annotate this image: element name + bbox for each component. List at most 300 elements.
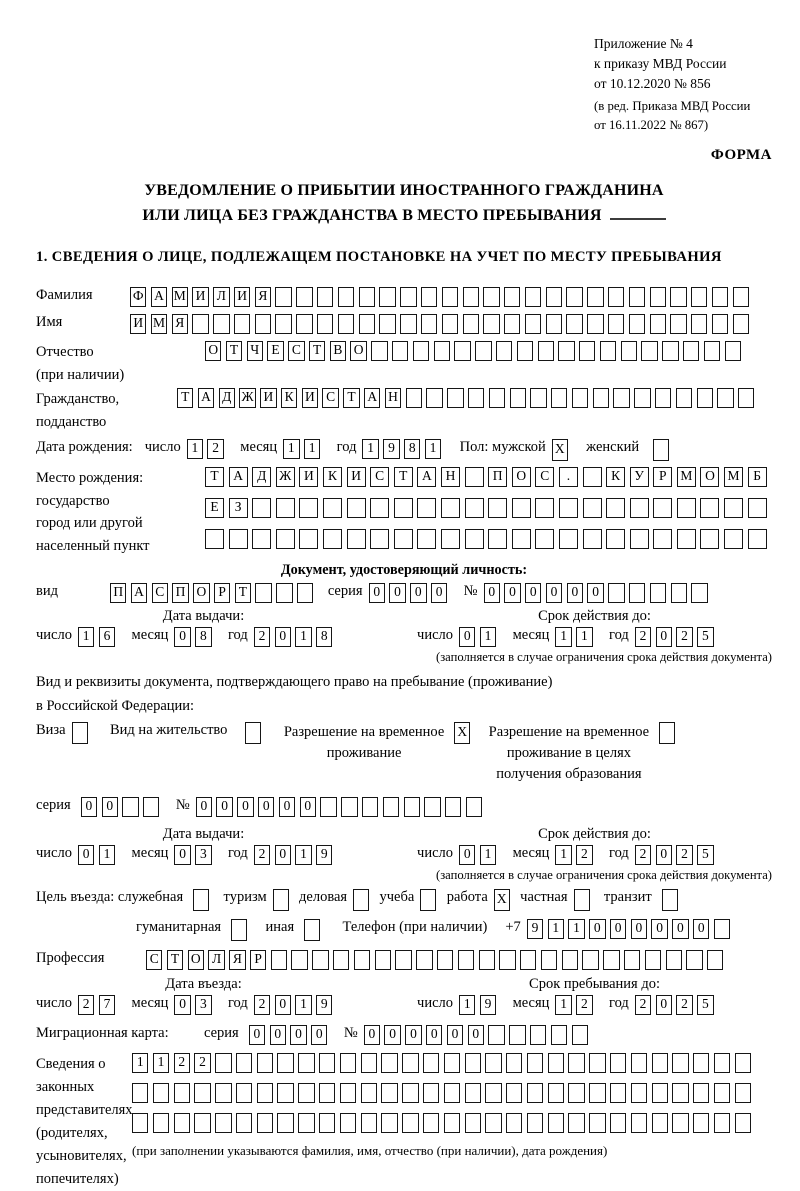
char-cell[interactable]: [506, 1053, 522, 1073]
char-cell[interactable]: [400, 314, 416, 334]
char-cell[interactable]: [525, 287, 541, 307]
char-cell[interactable]: [406, 388, 422, 408]
char-cell[interactable]: [424, 797, 440, 817]
char-cell[interactable]: [359, 314, 375, 334]
char-cell[interactable]: [312, 950, 328, 970]
char-cell[interactable]: [296, 287, 312, 307]
char-cell[interactable]: [714, 1053, 730, 1073]
char-cell[interactable]: М: [724, 467, 743, 487]
char-cell[interactable]: [255, 314, 271, 334]
char-cell[interactable]: [394, 529, 413, 549]
char-cell[interactable]: [583, 498, 602, 518]
char-cell[interactable]: [277, 1053, 293, 1073]
char-cell[interactable]: [298, 1113, 314, 1133]
char-cell[interactable]: [541, 950, 557, 970]
char-cell[interactable]: 0: [275, 627, 291, 647]
char-cell[interactable]: [359, 287, 375, 307]
char-cell[interactable]: [725, 341, 741, 361]
char-cell[interactable]: [341, 797, 357, 817]
char-cell[interactable]: [530, 388, 546, 408]
char-cell[interactable]: [485, 1053, 501, 1073]
char-cell[interactable]: 0: [290, 1025, 306, 1045]
char-cell[interactable]: [194, 1113, 210, 1133]
char-cell[interactable]: [333, 950, 349, 970]
char-cell[interactable]: И: [302, 388, 318, 408]
char-cell[interactable]: 0: [631, 919, 647, 939]
char-cell[interactable]: [383, 797, 399, 817]
char-cell[interactable]: 1: [555, 845, 571, 865]
char-cell[interactable]: [631, 1083, 647, 1103]
rvp-expiry-day-cells[interactable]: [459, 845, 501, 865]
char-cell[interactable]: [546, 287, 562, 307]
char-cell[interactable]: 1: [153, 1053, 169, 1073]
char-cell[interactable]: [670, 314, 686, 334]
char-cell[interactable]: [707, 950, 723, 970]
char-cell[interactable]: 0: [369, 583, 385, 603]
char-cell[interactable]: [593, 388, 609, 408]
char-cell[interactable]: [583, 467, 602, 487]
char-cell[interactable]: [496, 341, 512, 361]
char-cell[interactable]: 0: [447, 1025, 463, 1045]
char-cell[interactable]: [733, 287, 749, 307]
char-cell[interactable]: И: [299, 467, 318, 487]
char-cell[interactable]: 0: [656, 845, 672, 865]
char-cell[interactable]: [712, 287, 728, 307]
char-cell[interactable]: Т: [177, 388, 193, 408]
rvp-number-cells[interactable]: [196, 797, 487, 817]
surname-cells[interactable]: [130, 287, 753, 307]
char-cell[interactable]: [465, 1113, 481, 1133]
char-cell[interactable]: Т: [343, 388, 359, 408]
char-cell[interactable]: [714, 919, 730, 939]
char-cell[interactable]: [488, 529, 507, 549]
char-cell[interactable]: [700, 498, 719, 518]
char-cell[interactable]: [630, 498, 649, 518]
char-cell[interactable]: [404, 797, 420, 817]
char-cell[interactable]: [572, 388, 588, 408]
char-cell[interactable]: К: [281, 388, 297, 408]
char-cell[interactable]: [362, 797, 378, 817]
char-cell[interactable]: [672, 1053, 688, 1073]
citizenship-cells[interactable]: [177, 388, 759, 408]
char-cell[interactable]: [485, 1083, 501, 1103]
char-cell[interactable]: [653, 529, 672, 549]
char-cell[interactable]: А: [364, 388, 380, 408]
char-cell[interactable]: [236, 1053, 252, 1073]
char-cell[interactable]: 2: [254, 627, 270, 647]
char-cell[interactable]: [298, 1053, 314, 1073]
char-cell[interactable]: [512, 529, 531, 549]
char-cell[interactable]: 0: [459, 845, 475, 865]
char-cell[interactable]: 1: [576, 627, 592, 647]
char-cell[interactable]: [517, 341, 533, 361]
char-cell[interactable]: 5: [697, 995, 713, 1015]
expiry-month-cells[interactable]: [555, 627, 597, 647]
char-cell[interactable]: [693, 1053, 709, 1073]
char-cell[interactable]: [608, 583, 624, 603]
char-cell[interactable]: [506, 1113, 522, 1133]
char-cell[interactable]: 1: [295, 627, 311, 647]
char-cell[interactable]: Ж: [276, 467, 295, 487]
char-cell[interactable]: [255, 583, 271, 603]
char-cell[interactable]: [252, 498, 271, 518]
char-cell[interactable]: 0: [405, 1025, 421, 1045]
char-cell[interactable]: 0: [693, 919, 709, 939]
char-cell[interactable]: [442, 287, 458, 307]
char-cell[interactable]: [381, 1113, 397, 1133]
char-cell[interactable]: [650, 287, 666, 307]
char-cell[interactable]: [371, 341, 387, 361]
char-cell[interactable]: [276, 529, 295, 549]
char-cell[interactable]: [697, 388, 713, 408]
char-cell[interactable]: [434, 341, 450, 361]
char-cell[interactable]: 7: [99, 995, 115, 1015]
char-cell[interactable]: [748, 498, 767, 518]
char-cell[interactable]: 0: [216, 797, 232, 817]
char-cell[interactable]: [381, 1053, 397, 1073]
char-cell[interactable]: [299, 498, 318, 518]
char-cell[interactable]: 0: [567, 583, 583, 603]
char-cell[interactable]: 0: [431, 583, 447, 603]
char-cell[interactable]: [691, 314, 707, 334]
char-cell[interactable]: Р: [250, 950, 266, 970]
representatives-row3[interactable]: [132, 1113, 755, 1133]
char-cell[interactable]: 0: [364, 1025, 380, 1045]
sex-male-checkbox[interactable]: [552, 439, 572, 461]
char-cell[interactable]: [629, 314, 645, 334]
rvp-expiry-month-cells[interactable]: [555, 845, 597, 865]
char-cell[interactable]: [735, 1083, 751, 1103]
rvp-expiry-year-cells[interactable]: [635, 845, 718, 865]
char-cell[interactable]: [370, 498, 389, 518]
char-cell[interactable]: [652, 1053, 668, 1073]
char-cell[interactable]: [608, 314, 624, 334]
char-cell[interactable]: [738, 388, 754, 408]
char-cell[interactable]: [420, 889, 436, 911]
char-cell[interactable]: [416, 950, 432, 970]
char-cell[interactable]: [551, 1025, 567, 1045]
title-blank-line[interactable]: [610, 205, 666, 220]
char-cell[interactable]: Т: [309, 341, 325, 361]
char-cell[interactable]: [583, 529, 602, 549]
char-cell[interactable]: 0: [656, 627, 672, 647]
char-cell[interactable]: [122, 797, 138, 817]
char-cell[interactable]: [153, 1113, 169, 1133]
char-cell[interactable]: [634, 388, 650, 408]
char-cell[interactable]: 1: [555, 995, 571, 1015]
char-cell[interactable]: [353, 889, 369, 911]
char-cell[interactable]: [319, 1113, 335, 1133]
char-cell[interactable]: [485, 1113, 501, 1133]
char-cell[interactable]: [686, 950, 702, 970]
char-cell[interactable]: [568, 1083, 584, 1103]
char-cell[interactable]: Я: [255, 287, 271, 307]
char-cell[interactable]: [236, 1113, 252, 1133]
char-cell[interactable]: [229, 529, 248, 549]
char-cell[interactable]: [559, 529, 578, 549]
char-cell[interactable]: [340, 1113, 356, 1133]
stay-day-cells[interactable]: [459, 995, 501, 1015]
char-cell[interactable]: 9: [480, 995, 496, 1015]
char-cell[interactable]: 0: [270, 1025, 286, 1045]
char-cell[interactable]: [587, 314, 603, 334]
given-name-cells[interactable]: [130, 314, 753, 334]
char-cell[interactable]: 1: [480, 845, 496, 865]
char-cell[interactable]: [271, 950, 287, 970]
sex-female-checkbox[interactable]: [653, 439, 673, 461]
char-cell[interactable]: Н: [441, 467, 460, 487]
char-cell[interactable]: 0: [410, 583, 426, 603]
char-cell[interactable]: [724, 498, 743, 518]
char-cell[interactable]: [717, 388, 733, 408]
char-cell[interactable]: [338, 287, 354, 307]
birth-place-row2[interactable]: [205, 498, 771, 518]
char-cell[interactable]: 2: [676, 627, 692, 647]
char-cell[interactable]: 9: [316, 995, 332, 1015]
char-cell[interactable]: [174, 1113, 190, 1133]
char-cell[interactable]: П: [488, 467, 507, 487]
char-cell[interactable]: [215, 1113, 231, 1133]
char-cell[interactable]: 3: [195, 845, 211, 865]
char-cell[interactable]: [499, 950, 515, 970]
char-cell[interactable]: [650, 583, 666, 603]
char-cell[interactable]: [394, 498, 413, 518]
char-cell[interactable]: Ч: [247, 341, 263, 361]
char-cell[interactable]: Р: [653, 467, 672, 487]
char-cell[interactable]: [562, 950, 578, 970]
char-cell[interactable]: [275, 287, 291, 307]
char-cell[interactable]: [454, 341, 470, 361]
char-cell[interactable]: [572, 1025, 588, 1045]
char-cell[interactable]: [558, 341, 574, 361]
char-cell[interactable]: [735, 1113, 751, 1133]
migration-series-cells[interactable]: [249, 1025, 332, 1045]
char-cell[interactable]: [610, 1113, 626, 1133]
issue-year-cells[interactable]: [254, 627, 337, 647]
char-cell[interactable]: О: [512, 467, 531, 487]
char-cell[interactable]: Т: [226, 341, 242, 361]
char-cell[interactable]: С: [152, 583, 168, 603]
char-cell[interactable]: [361, 1113, 377, 1133]
char-cell[interactable]: Я: [229, 950, 245, 970]
char-cell[interactable]: [143, 797, 159, 817]
char-cell[interactable]: [402, 1083, 418, 1103]
char-cell[interactable]: [465, 529, 484, 549]
char-cell[interactable]: О: [350, 341, 366, 361]
char-cell[interactable]: [509, 1025, 525, 1045]
birth-place-row3[interactable]: [205, 529, 771, 549]
char-cell[interactable]: [582, 950, 598, 970]
char-cell[interactable]: 2: [174, 1053, 190, 1073]
rvp-issue-month-cells[interactable]: [174, 845, 216, 865]
birth-month-cells[interactable]: [283, 439, 325, 459]
char-cell[interactable]: [489, 388, 505, 408]
char-cell[interactable]: [277, 1083, 293, 1103]
char-cell[interactable]: [245, 722, 261, 744]
char-cell[interactable]: [527, 1053, 543, 1073]
char-cell[interactable]: Т: [167, 950, 183, 970]
char-cell[interactable]: [298, 1083, 314, 1103]
char-cell[interactable]: 2: [254, 995, 270, 1015]
char-cell[interactable]: [483, 287, 499, 307]
char-cell[interactable]: А: [198, 388, 214, 408]
char-cell[interactable]: Т: [235, 583, 251, 603]
char-cell[interactable]: [421, 314, 437, 334]
char-cell[interactable]: С: [288, 341, 304, 361]
char-cell[interactable]: [603, 950, 619, 970]
char-cell[interactable]: [72, 722, 88, 744]
char-cell[interactable]: 2: [254, 845, 270, 865]
char-cell[interactable]: 1: [99, 845, 115, 865]
char-cell[interactable]: 6: [99, 627, 115, 647]
purpose-study-checkbox[interactable]: [420, 889, 440, 911]
char-cell[interactable]: 2: [635, 845, 651, 865]
char-cell[interactable]: [465, 467, 484, 487]
char-cell[interactable]: [506, 1083, 522, 1103]
char-cell[interactable]: 0: [311, 1025, 327, 1045]
char-cell[interactable]: [574, 889, 590, 911]
char-cell[interactable]: 2: [576, 845, 592, 865]
rvp-issue-year-cells[interactable]: [254, 845, 337, 865]
char-cell[interactable]: [600, 341, 616, 361]
char-cell[interactable]: [712, 314, 728, 334]
char-cell[interactable]: [691, 583, 707, 603]
char-cell[interactable]: [445, 797, 461, 817]
char-cell[interactable]: [437, 950, 453, 970]
char-cell[interactable]: 9: [383, 439, 399, 459]
char-cell[interactable]: А: [151, 287, 167, 307]
char-cell[interactable]: [631, 1113, 647, 1133]
char-cell[interactable]: З: [229, 498, 248, 518]
char-cell[interactable]: 9: [527, 919, 543, 939]
char-cell[interactable]: [662, 341, 678, 361]
char-cell[interactable]: [194, 1083, 210, 1103]
char-cell[interactable]: 1: [425, 439, 441, 459]
char-cell[interactable]: [205, 529, 224, 549]
char-cell[interactable]: [231, 919, 247, 941]
char-cell[interactable]: Е: [267, 341, 283, 361]
char-cell[interactable]: 1: [459, 995, 475, 1015]
char-cell[interactable]: [606, 498, 625, 518]
char-cell[interactable]: X: [494, 889, 510, 911]
visa-checkbox[interactable]: [72, 722, 92, 744]
char-cell[interactable]: [672, 1083, 688, 1103]
char-cell[interactable]: [504, 287, 520, 307]
char-cell[interactable]: [535, 498, 554, 518]
char-cell[interactable]: 8: [316, 627, 332, 647]
char-cell[interactable]: 5: [697, 627, 713, 647]
char-cell[interactable]: [317, 314, 333, 334]
char-cell[interactable]: 1: [295, 995, 311, 1015]
char-cell[interactable]: [683, 341, 699, 361]
purpose-official-checkbox[interactable]: [193, 889, 213, 911]
char-cell[interactable]: [645, 950, 661, 970]
issue-day-cells[interactable]: [78, 627, 120, 647]
char-cell[interactable]: [488, 1025, 504, 1045]
char-cell[interactable]: Т: [394, 467, 413, 487]
purpose-humanitarian-checkbox[interactable]: [231, 919, 251, 941]
char-cell[interactable]: И: [192, 287, 208, 307]
char-cell[interactable]: [535, 529, 554, 549]
char-cell[interactable]: [273, 889, 289, 911]
char-cell[interactable]: 2: [635, 627, 651, 647]
char-cell[interactable]: [354, 950, 370, 970]
char-cell[interactable]: 0: [174, 627, 190, 647]
char-cell[interactable]: [417, 529, 436, 549]
char-cell[interactable]: [297, 583, 313, 603]
char-cell[interactable]: [510, 388, 526, 408]
char-cell[interactable]: [277, 1113, 293, 1133]
char-cell[interactable]: 1: [548, 919, 564, 939]
char-cell[interactable]: 0: [546, 583, 562, 603]
char-cell[interactable]: 0: [275, 995, 291, 1015]
char-cell[interactable]: [666, 950, 682, 970]
char-cell[interactable]: 2: [576, 995, 592, 1015]
char-cell[interactable]: О: [188, 950, 204, 970]
char-cell[interactable]: В: [330, 341, 346, 361]
doc-series-cells[interactable]: [369, 583, 452, 603]
entry-month-cells[interactable]: [174, 995, 216, 1015]
char-cell[interactable]: [444, 1053, 460, 1073]
char-cell[interactable]: [691, 287, 707, 307]
char-cell[interactable]: [724, 529, 743, 549]
char-cell[interactable]: [417, 498, 436, 518]
char-cell[interactable]: 2: [676, 845, 692, 865]
birth-year-cells[interactable]: [362, 439, 445, 459]
char-cell[interactable]: 0: [174, 995, 190, 1015]
char-cell[interactable]: 0: [102, 797, 118, 817]
char-cell[interactable]: 0: [525, 583, 541, 603]
char-cell[interactable]: [520, 950, 536, 970]
char-cell[interactable]: 1: [362, 439, 378, 459]
char-cell[interactable]: 2: [207, 439, 223, 459]
char-cell[interactable]: [548, 1083, 564, 1103]
char-cell[interactable]: О: [205, 341, 221, 361]
char-cell[interactable]: [275, 314, 291, 334]
char-cell[interactable]: [381, 1083, 397, 1103]
char-cell[interactable]: [504, 314, 520, 334]
char-cell[interactable]: [525, 314, 541, 334]
char-cell[interactable]: [257, 1113, 273, 1133]
char-cell[interactable]: 1: [78, 627, 94, 647]
char-cell[interactable]: 1: [304, 439, 320, 459]
char-cell[interactable]: Т: [205, 467, 224, 487]
char-cell[interactable]: [610, 1083, 626, 1103]
char-cell[interactable]: [463, 287, 479, 307]
char-cell[interactable]: 0: [174, 845, 190, 865]
char-cell[interactable]: [423, 1113, 439, 1133]
char-cell[interactable]: [641, 341, 657, 361]
entry-day-cells[interactable]: [78, 995, 120, 1015]
char-cell[interactable]: 0: [275, 845, 291, 865]
char-cell[interactable]: [413, 341, 429, 361]
char-cell[interactable]: [132, 1113, 148, 1133]
char-cell[interactable]: К: [323, 467, 342, 487]
char-cell[interactable]: [320, 797, 336, 817]
representatives-row2[interactable]: [132, 1083, 755, 1103]
char-cell[interactable]: [610, 1053, 626, 1073]
char-cell[interactable]: 0: [459, 627, 475, 647]
char-cell[interactable]: [677, 498, 696, 518]
char-cell[interactable]: 9: [316, 845, 332, 865]
birth-day-cells[interactable]: [187, 439, 229, 459]
char-cell[interactable]: [234, 314, 250, 334]
char-cell[interactable]: Л: [213, 287, 229, 307]
char-cell[interactable]: И: [130, 314, 146, 334]
char-cell[interactable]: [631, 1053, 647, 1073]
char-cell[interactable]: [700, 529, 719, 549]
char-cell[interactable]: [548, 1113, 564, 1133]
